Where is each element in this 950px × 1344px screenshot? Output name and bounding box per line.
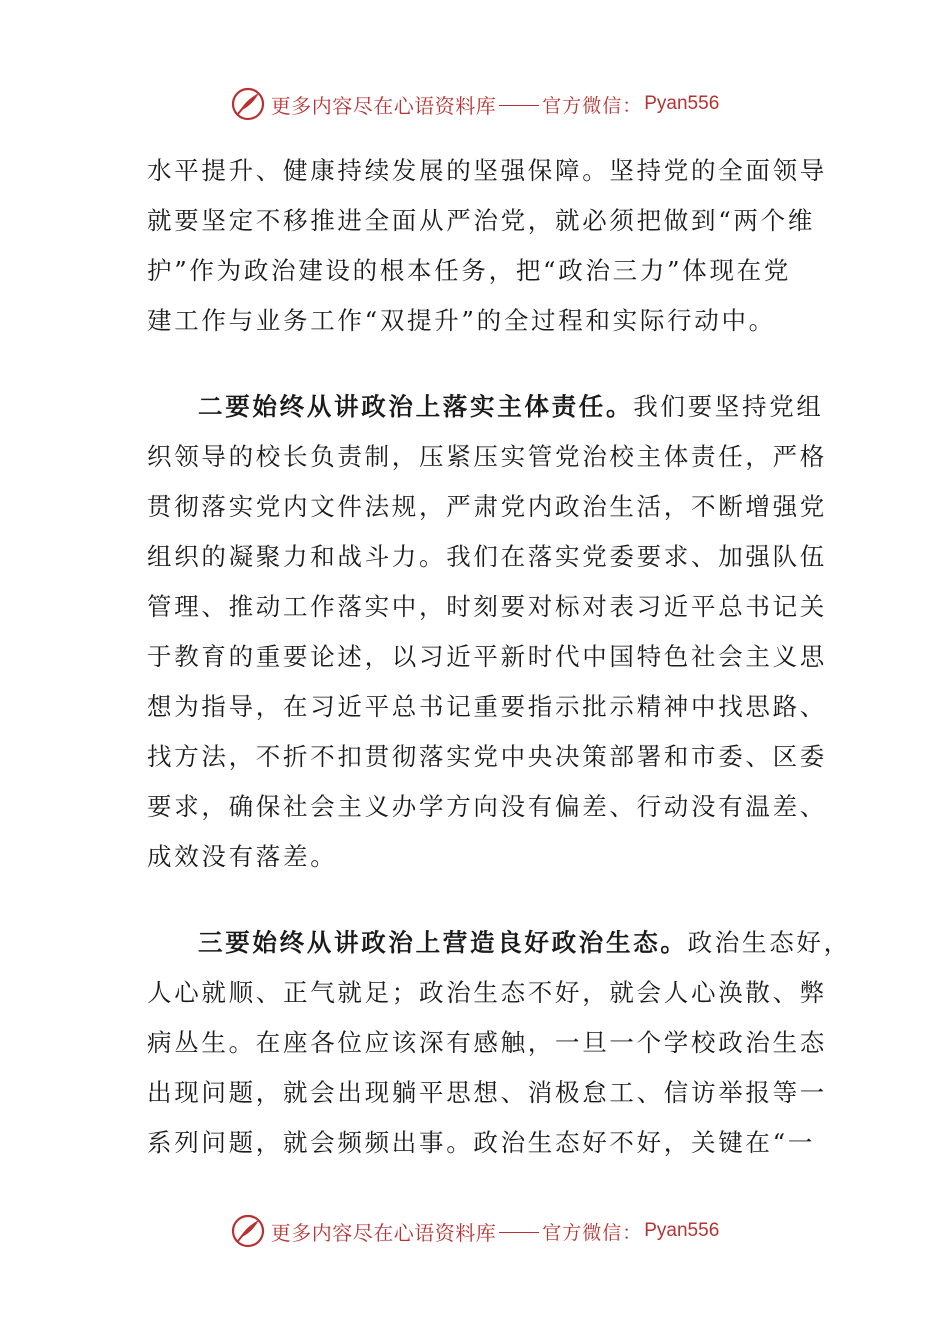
text-line: 贯彻落实党内文件法规，严肃党内政治生活，不断增强党 xyxy=(147,492,827,521)
section-heading-3: 三要始终从讲政治上营造良好政治生态。 xyxy=(198,928,688,957)
watermark-dash xyxy=(499,105,539,106)
paragraph-3 xyxy=(147,918,851,1168)
text-line: 于教育的重要论述，以习近平新时代中国特色社会主义思 xyxy=(147,642,827,671)
text-line: 水平提升、健康持续发展的坚强保障。坚持党的全面领导 xyxy=(147,156,827,185)
text-line: 成效没有落差。 xyxy=(147,842,338,871)
text-line: 要求，确保社会主义办学方向没有偏差、行动没有温差、 xyxy=(147,792,827,821)
paragraph-gap xyxy=(147,882,795,918)
section-heading-2: 二要始终从讲政治上落实主体责任。 xyxy=(198,392,634,421)
text-line: 病丛生。在座各位应该深有感触，一旦一个学校政治生态 xyxy=(147,1028,827,1057)
watermark-wechat-label: 官方微信： xyxy=(542,94,643,117)
watermark-dash xyxy=(499,1232,539,1233)
watermark-wechat-id: Pyan556 xyxy=(644,1220,720,1241)
text-line: 织领导的校长负责制，压紧压实管党治校主体责任，严格 xyxy=(147,442,827,471)
quill-logo-icon xyxy=(231,1214,265,1248)
text-line xyxy=(147,918,851,968)
paragraph-2 xyxy=(147,382,827,882)
text-line: 找方法，不折不扣贯彻落实党中央决策部署和市委、区委 xyxy=(147,742,827,771)
text-line xyxy=(147,382,824,432)
text-line: 护”作为政治建设的根本任务，把“政治三力”体现在党 xyxy=(147,256,792,285)
footer-watermark xyxy=(0,1211,950,1251)
watermark-wechat-id: Pyan556 xyxy=(644,93,720,114)
text-line: 出现问题，就会出现躺平思想、消极怠工、信访举报等一 xyxy=(147,1078,827,1107)
watermark-title: 更多内容尽在心语资料库 xyxy=(270,93,497,118)
text-line: 系列问题，就会频频出事。政治生态好不好，关键在“一 xyxy=(147,1128,816,1157)
text-line: 建工作与业务工作“双提升”的全过程和实际行动中。 xyxy=(147,306,776,335)
watermark-wechat-label: 官方微信： xyxy=(542,1221,643,1244)
text-line: 管理、推动工作落实中，时刻要对标对表习近平总书记关 xyxy=(147,592,827,621)
header-watermark xyxy=(0,84,950,124)
document-body xyxy=(147,146,851,1168)
quill-logo-icon xyxy=(231,87,265,121)
watermark-title: 更多内容尽在心语资料库 xyxy=(270,1220,497,1245)
text-line: 组织的凝聚力和战斗力。我们在落实党委要求、加强队伍 xyxy=(147,542,827,571)
text-line: 人心就顺、正气就足；政治生态不好，就会人心涣散、弊 xyxy=(147,978,827,1007)
paragraph-1 xyxy=(147,146,827,346)
heading-continuation: 我们要坚持党组 xyxy=(633,392,824,421)
text-line: 就要坚定不移推进全面从严治党，就必须把做到“两个维 xyxy=(147,206,816,235)
text-line: 想为指导，在习近平总书记重要指示批示精神中找思路、 xyxy=(147,692,827,721)
paragraph-gap xyxy=(147,346,795,382)
heading-continuation: 政治生态好， xyxy=(687,928,851,957)
